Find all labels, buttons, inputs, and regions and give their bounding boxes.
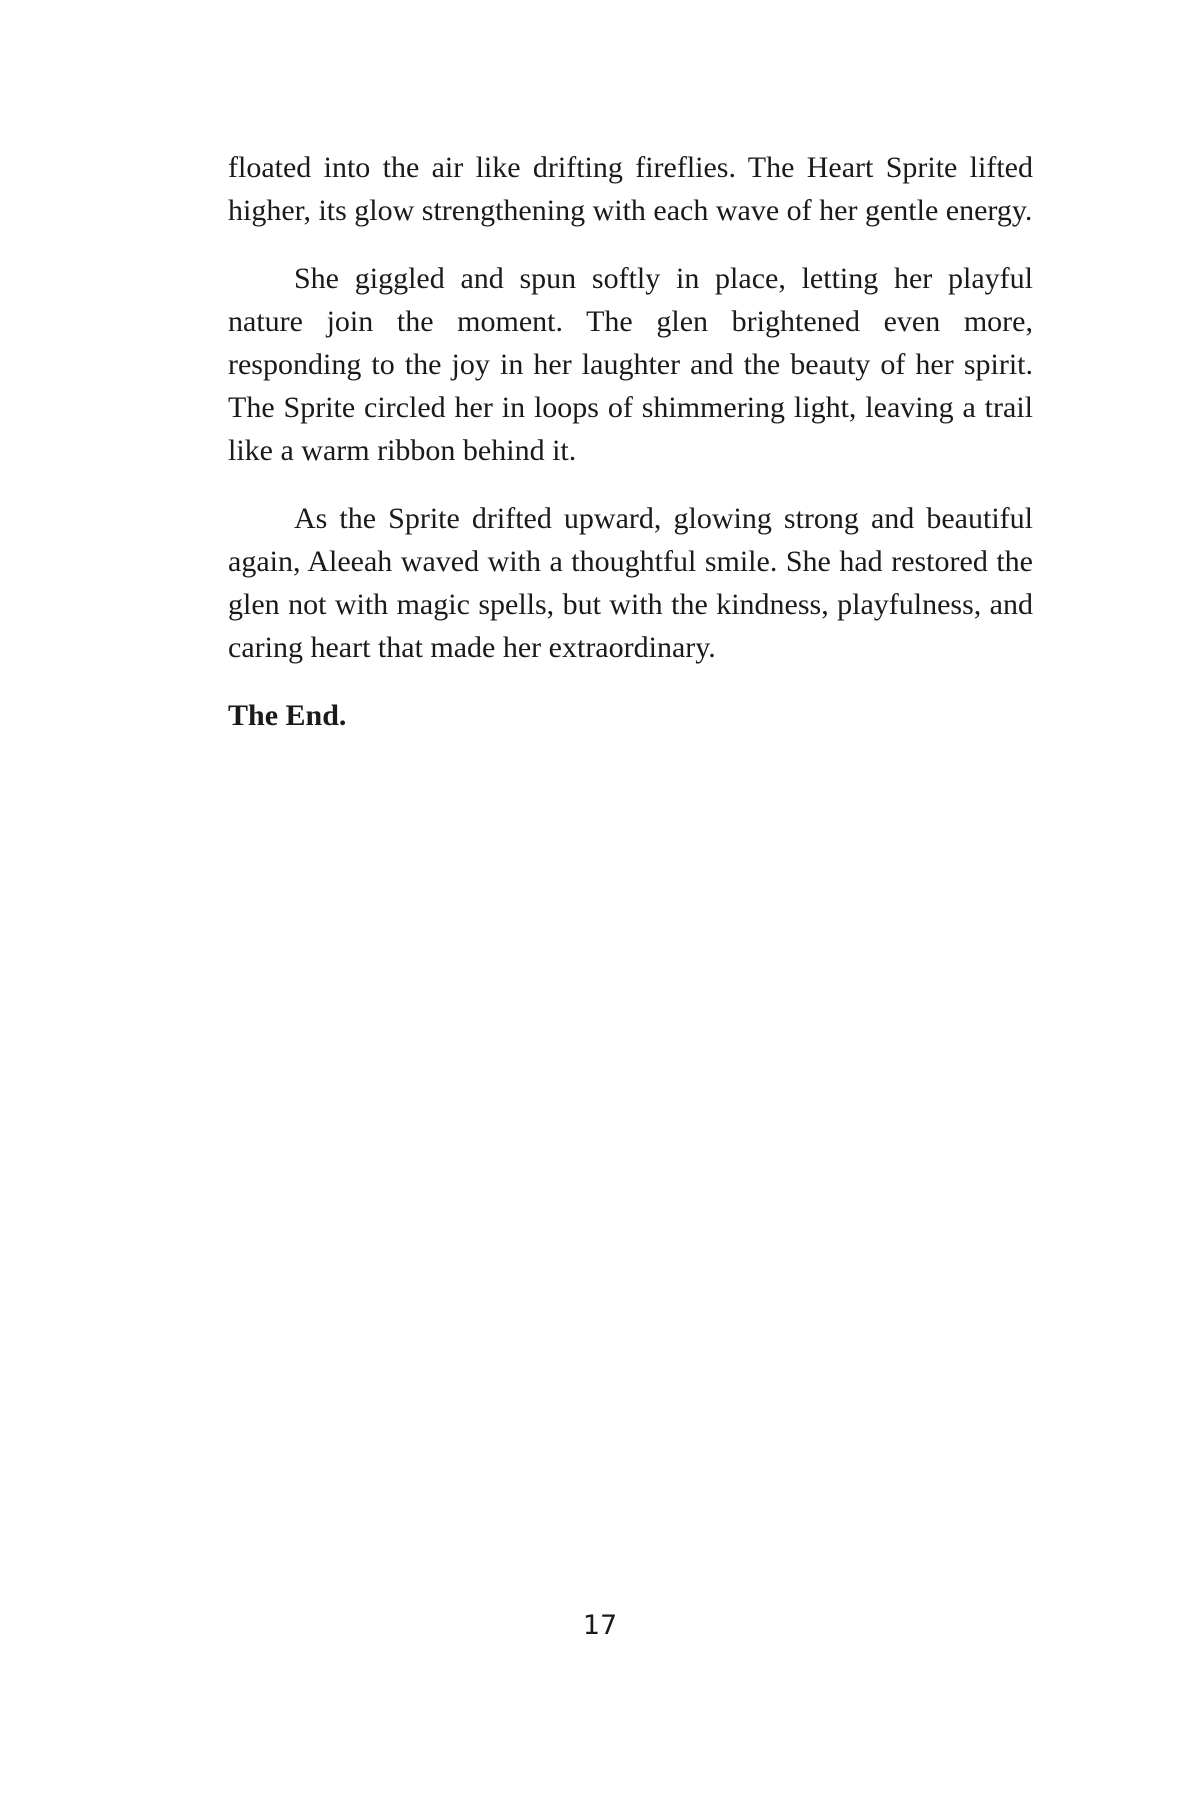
paragraph-continuation: floated into the air like drifting fireflies. The Heart Sprite lifted higher, its glow strengthening with each wave of her gentle energy. <box>228 151 1033 227</box>
paragraph-sprite-drifted: As the Sprite drifted upward, glowing strong and beautiful again, Aleeah waved with a thoughtful smile. She had restored the glen not with magic spells, but with the kindness, playfulness, and caring heart that made her extraordinary. <box>228 502 1033 664</box>
the-end-heading: The End. <box>228 699 347 732</box>
paragraph-giggled: She giggled and spun softly in place, letting her playful nature join the moment. The glen brightened even more, responding to the joy in her laughter and the beauty of her spirit. The Sprite circled her in loops of shimmering light, leaving a trail like a warm ribbon behind it. <box>228 262 1033 467</box>
story-text <box>228 146 1033 737</box>
page-number: 17 <box>582 1610 618 1641</box>
